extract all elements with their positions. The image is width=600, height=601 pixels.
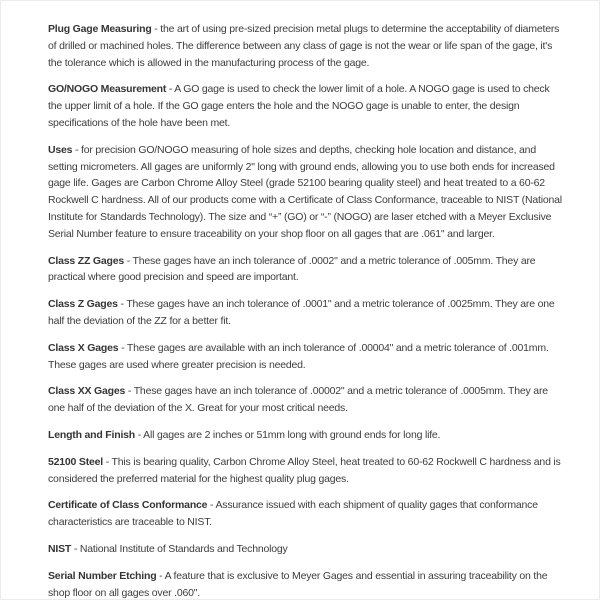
glossary-entry-gonogo-measurement xyxy=(48,81,563,131)
glossary-term: 52100 Steel xyxy=(48,455,104,468)
glossary-definition: - All gages are 2 inches or 51mm long with ground ends for long life. xyxy=(137,428,441,441)
glossary-entry-class-zz-gages xyxy=(48,253,563,287)
glossary-definition: - These gages have an inch tolerance of .0001" and a metric tolerance of .0025mm. They are one half the deviation of the ZZ for a better fit. xyxy=(48,298,555,327)
glossary-term: Length and Finish xyxy=(48,428,136,441)
glossary-term: Class XX Gages xyxy=(48,385,126,398)
glossary-term: GO/NOGO Measurement xyxy=(48,83,167,96)
glossary-definition: - the art of using pre-sized precision metal plugs to determine the acceptability of diameters of drilled or machined holes. The difference between any class of gage is not the wear or life span of the gage, it's the tolerance which is allowed in the manufacturing process of the gage. xyxy=(48,23,560,69)
glossary-term: Class Z Gages xyxy=(48,298,118,311)
glossary-term: Certificate of Class Conformance xyxy=(48,499,208,512)
glossary-definition: - National Institute of Standards and Technology xyxy=(73,542,288,555)
glossary-term: Uses xyxy=(48,143,73,156)
glossary-entry-class-x-gages xyxy=(48,340,563,374)
glossary-definition: - Assurance issued with each shipment of quality gages that conformance characteristics are traceable to NIST. xyxy=(48,499,538,529)
glossary-entry-class-z-gages xyxy=(48,296,563,330)
glossary-definition: - A feature that is exclusive to Meyer Gages and essential in assuring traceability on the shop floor on all gages over .060". xyxy=(48,569,548,599)
glossary-term: Serial Number Etching xyxy=(48,569,157,582)
glossary-entry-52100-steel xyxy=(48,454,563,488)
glossary-entry-nist xyxy=(48,541,563,558)
glossary-term: NIST xyxy=(48,542,72,555)
glossary-term: Plug Gage Measuring xyxy=(48,23,152,35)
glossary-entry-class-xx-gages xyxy=(48,383,563,417)
glossary-definition: - This is bearing quality, Carbon Chrome Alloy Steel, heat treated to 60-62 Rockwell C hardness and is considered the preferred material for the highest quality plug gages. xyxy=(48,455,561,485)
glossary-entry-uses xyxy=(48,142,563,243)
glossary-entry-certificate-of-class-conformance xyxy=(48,497,563,531)
glossary-entry-length-and-finish xyxy=(48,427,563,444)
glossary-term: Class ZZ Gages xyxy=(48,254,124,267)
glossary-definition: - These gages are available with an inch tolerance of .00004" and a metric tolerance of .001mm. These gages are used where greater precision is needed. xyxy=(48,341,549,371)
glossary-term: Class X Gages xyxy=(48,341,119,354)
glossary-definition: - These gages have an inch tolerance of .00002" and a metric tolerance of .0005mm. They are one half of the deviation of the X. Great for your most critical needs. xyxy=(48,385,548,415)
glossary-entry-plug-gage-measuring xyxy=(48,21,563,71)
glossary-definition: - These gages have an inch tolerance of .0002" and a metric tolerance of .005mm. They are practical where good precision and speed are important. xyxy=(48,254,536,284)
glossary-entry-serial-number-etching xyxy=(48,568,563,601)
glossary-definition: - for precision GO/NOGO measuring of hole sizes and depths, checking hole location and distance, and setting micrometers. All gages are uniformly 2" long with ground ends, allowing you to use both ends for increased gage life. Gages are Carbon Chrome Alloy Steel (grade 52100 bearing quality steel) and heat treated to a 60-62 Rockwell C hardness. All of our products come with a Certificate of Class Conformance, traceable to NIST (National Institute for Standards Technology). The size and “+” (GO) or “-” (NOGO) are laser etched with a Meyer Exclusive Serial Number feature to ensure traceability on your shop floor on all gages that are .061" and larger. xyxy=(48,143,562,240)
glossary-definition: - A GO gage is used to check the lower limit of a hole. A NOGO gage is used to check the upper limit of a hole. If the GO gage enters the hole and the NOGO gage is unable to enter, the design specifications of the hole have been met. xyxy=(48,83,550,129)
